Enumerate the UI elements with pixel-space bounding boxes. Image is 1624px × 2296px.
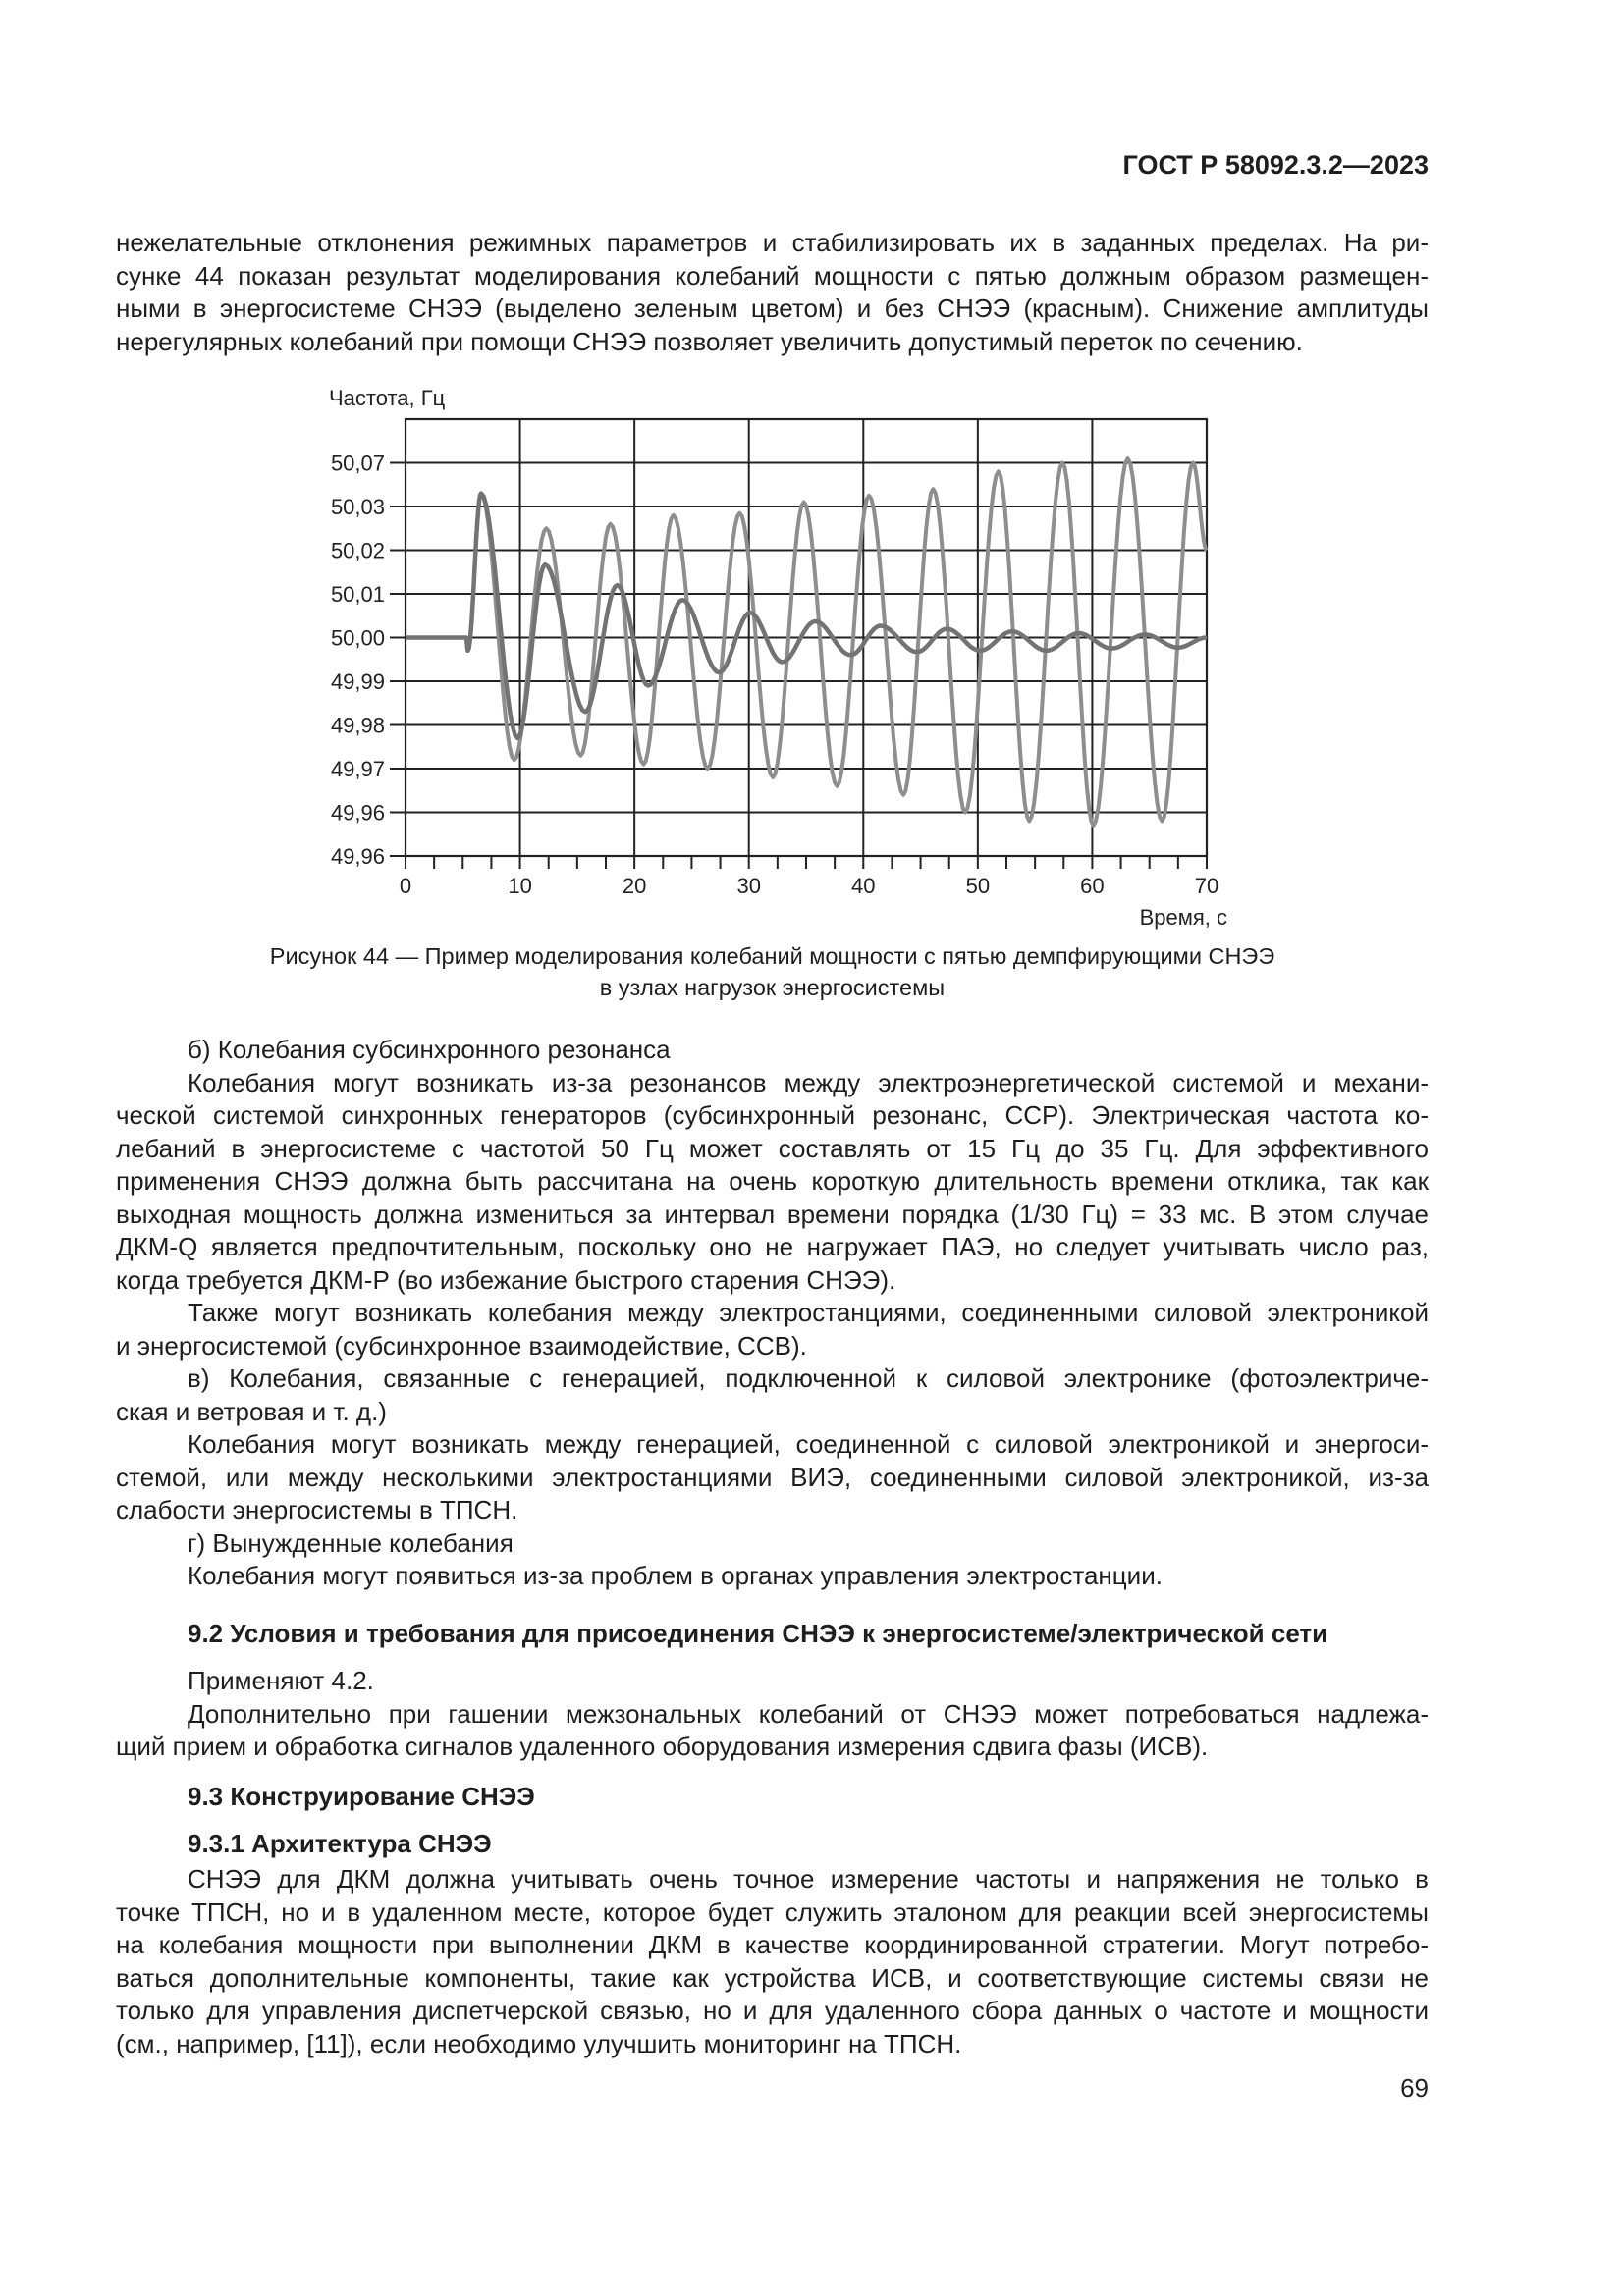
text-line: нежелательные отклонения режимных параметров и стабилизировать их в заданных пределах. На ри- bbox=[116, 228, 1429, 257]
series-line-without-ess bbox=[406, 458, 1207, 826]
y-tick-label: 50,07 bbox=[330, 451, 385, 476]
section-heading-9-3: 9.3 Конструирование СНЭЭ bbox=[188, 1782, 535, 1811]
y-tick-label: 49,99 bbox=[330, 669, 385, 694]
figure-caption-line-1: Рисунок 44 — Пример моделирования колебаний мощности с пятью демпфирующими СНЭЭ bbox=[269, 943, 1275, 969]
y-tick-label: 49,97 bbox=[330, 757, 385, 781]
text-line: сунке 44 показан результат моделирования колебаний мощности с пятью должным образом размещен- bbox=[116, 260, 1429, 291]
text-line: только для управления диспетчерской связью, но и для удаленного сбора данных о частоте и мощности bbox=[116, 1996, 1429, 2025]
text-line: на колебания мощности при выполнении ДКМ в качестве координированной стратегии. Могут потребо- bbox=[116, 1930, 1429, 1959]
text-line: б) Колебания субсинхронного резонанса bbox=[188, 1035, 671, 1064]
x-tick-label: 70 bbox=[1194, 874, 1219, 898]
y-tick-label: 49,96 bbox=[330, 844, 385, 869]
text-line: нерегулярных колебаний при помощи СНЭЭ позволяет увеличить допустимый переток по сечению. bbox=[116, 326, 1303, 356]
y-tick-label: 50,02 bbox=[330, 538, 385, 563]
section-9-3-1-text bbox=[116, 1863, 1429, 2060]
x-tick-label: 20 bbox=[622, 874, 647, 898]
text-line: ваться дополнительные компоненты, такие как устройства ИСВ, и соответствующие системы связи не bbox=[116, 1962, 1429, 1993]
y-axis-title: Частота, Гц bbox=[329, 386, 446, 410]
document-number-header: ГОСТ Р 58092.3.2—2023 bbox=[1122, 150, 1429, 180]
text-line: применения СНЭЭ должна быть рассчитана на очень короткую длительность времени отклика, так как bbox=[116, 1166, 1429, 1196]
y-tick-label: 50,00 bbox=[330, 625, 385, 651]
text-line: Также могут возникать колебания между электростанциями, соединенными силовой электроникой bbox=[188, 1298, 1429, 1327]
x-tick-label: 30 bbox=[736, 874, 761, 898]
text-line: ческой системой синхронных генераторов (субсинхронный резонанс, ССР). Электрическая частота ко- bbox=[116, 1100, 1429, 1130]
text-line: и энергосистемой (субсинхронное взаимодействие, ССВ). bbox=[116, 1330, 807, 1361]
text-line: Колебания могут возникать из-за резонансов между электроэнергетической системой и механи- bbox=[188, 1067, 1429, 1097]
y-tick-label: 49,98 bbox=[330, 713, 385, 738]
text-line: выходная мощность должна измениться за интервал времени порядка (1/30 Гц) = 33 мс. В этом случае bbox=[116, 1199, 1429, 1229]
section-9-2-text bbox=[116, 1665, 1429, 1764]
x-tick-label: 10 bbox=[508, 874, 532, 898]
text-line: ская и ветровая и т. д.) bbox=[116, 1396, 387, 1426]
text-line: ными в энергосистеме СНЭЭ (выделено зеленым цветом) и без СНЭЭ (красным). Снижение амплитуды bbox=[116, 294, 1429, 323]
text-line: лебаний в энергосистеме с частотой 50 Гц может составлять от 15 Гц до 35 Гц. Для эффективного bbox=[116, 1133, 1429, 1163]
text-line: стемой, или между несколькими электростанциями ВИЭ, соединенными силовой электроникой, из-за bbox=[116, 1462, 1429, 1492]
x-tick-label: 0 bbox=[399, 874, 412, 898]
x-tick-label: 40 bbox=[851, 874, 876, 898]
subsection-heading-9-3-1: 9.3.1 Архитектура СНЭЭ bbox=[188, 1829, 492, 1858]
text-line: Дополнительно при гашении межзональных колебаний от СНЭЭ может потребоваться надлежа- bbox=[188, 1698, 1429, 1729]
text-line: ДКМ-Q является предпочтительным, поскольку оно не нагружает ПАЭ, но следует учитывать число раз, bbox=[116, 1232, 1429, 1261]
text-line: г) Вынужденные колебания bbox=[188, 1527, 514, 1558]
text-line: Применяют 4.2. bbox=[188, 1666, 374, 1695]
text-line: Колебания могут возникать между генерацией, соединенной с силовой электроникой и энергоси- bbox=[188, 1429, 1429, 1459]
section-heading-9-2: 9.2 Условия и требования для присоединения СНЭЭ к энергосистеме/электрической сети bbox=[188, 1619, 1328, 1648]
text-line: точке ТПСН, но и в удаленном месте, которое будет служить эталоном для реакции всей энергосистемы bbox=[116, 1896, 1429, 1927]
body-text bbox=[116, 1034, 1429, 1593]
y-tick-label: 50,01 bbox=[330, 582, 385, 607]
text-line: Колебания могут появиться из-за проблем в органах управления электростанции. bbox=[188, 1561, 1163, 1590]
figure-caption-line-2: в узлах нагрузок энергосистемы bbox=[599, 975, 946, 1000]
x-tick-label: 50 bbox=[965, 874, 991, 898]
page-number: 69 bbox=[1400, 2073, 1429, 2103]
series-line-with-ess bbox=[406, 494, 1207, 738]
y-tick-label: 50,03 bbox=[330, 495, 385, 519]
text-line: в) Колебания, связанные с генерацией, подключенной к силовой электронике (фотоэлектриче- bbox=[188, 1363, 1429, 1393]
text-line: щий прием и обработка сигналов удаленного оборудования измерения сдвига фазы (ИСВ). bbox=[116, 1732, 1209, 1761]
text-line: слабости энергосистемы в ТПСН. bbox=[116, 1495, 518, 1524]
x-axis-title: Время, с bbox=[1139, 905, 1227, 930]
text-line: (см., например, [11]), если необходимо улучшить мониторинг на ТПСН. bbox=[116, 2028, 962, 2058]
figure-caption bbox=[116, 940, 1429, 1003]
x-tick-label: 60 bbox=[1080, 874, 1105, 898]
text-line: когда требуется ДКМ-Р (во избежание быстрого старения СНЭЭ). bbox=[116, 1264, 896, 1295]
frequency-chart bbox=[0, 0, 1624, 942]
y-tick-label: 49,96 bbox=[330, 800, 385, 826]
text-line: СНЭЭ для ДКМ должна учитывать очень точное измерение частоты и напряжения не только в bbox=[188, 1864, 1429, 1894]
